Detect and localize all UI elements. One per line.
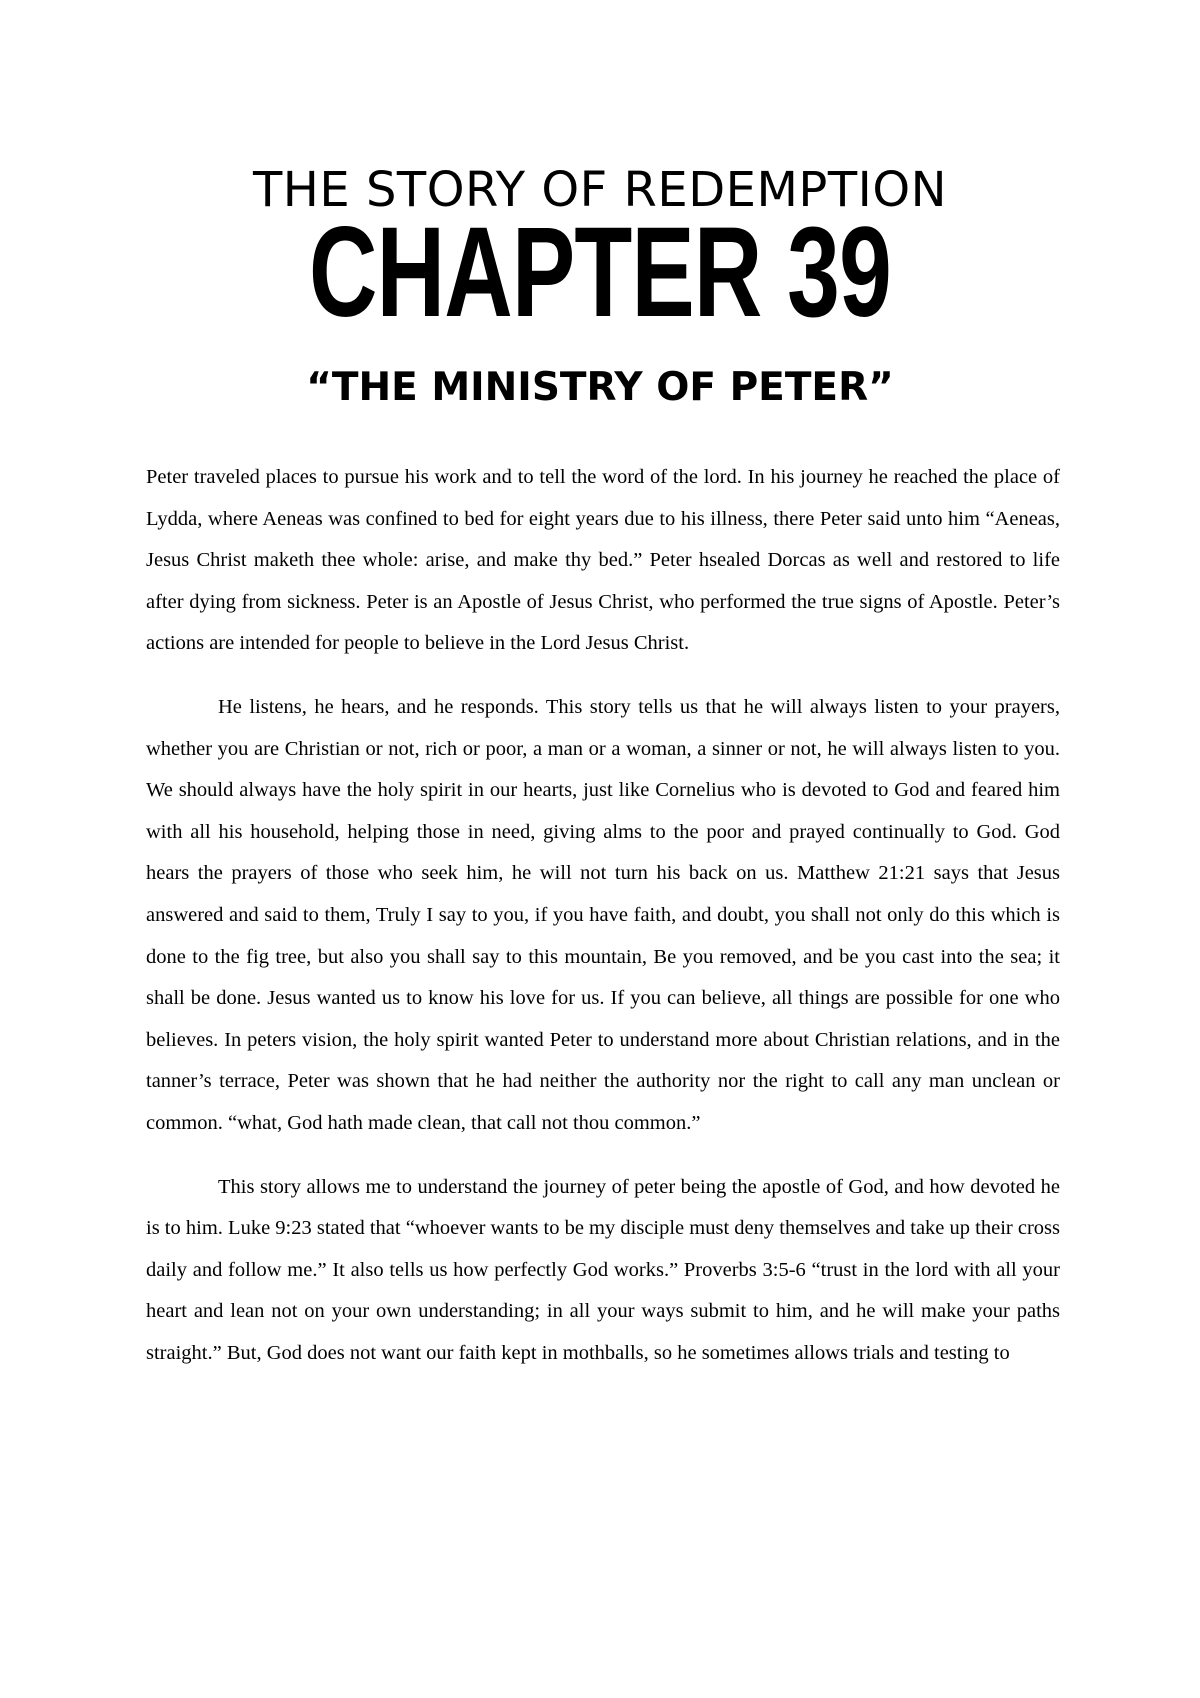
paragraph-2: He listens, he hears, and he responds. This story tells us that he will always listen to your prayers, whether you are Christian or not, rich or poor, a man or a woman, a sinner or not, he will always listen to you. We should always have the holy spirit in our hearts, just like Cornelius who is devoted to God and feared him with all his household, helping those in need, giving alms to the poor and prayed continually to God. God hears the prayers of those who seek him, he will not turn his back on us. Matthew 21:21 says that Jesus answered and said to them, Truly I say to you, if you have faith, and doubt, you shall not only do this which is done to the fig tree, but also you shall say to this mountain, Be you removed, and be you cast into the sea; it shall be done. Jesus wanted us to know his love for us. If you can believe, all things are possible for one who believes. In peters vision, the holy spirit wanted Peter to understand more about Christian relations, and in the tanner’s terrace, Peter was shown that he had neither the authority nor the right to call any man unclean or common. “what, God hath made clean, that call not thou common.” <box>146 695 1060 1134</box>
chapter-body <box>146 457 1060 1396</box>
paragraph-1: Peter traveled places to pursue his work and to tell the word of the lord. In his journey he reached the place of Lydda, where Aeneas was confined to bed for eight years due to his illness, there Peter said unto him “Aeneas, Jesus Christ maketh thee whole: arise, and make thy bed.” Peter hsealed Dorcas as well and restored to life after dying from sickness. Peter is an Apostle of Jesus Christ, who performed the true signs of Apostle. Peter’s actions are intended for people to believe in the Lord Jesus Christ. <box>146 466 1060 655</box>
chapter-heading: CHAPTER 39 <box>308 201 892 344</box>
paragraph-3: This story allows me to understand the journey of peter being the apostle of God, and how devoted he is to him. Luke 9:23 stated that “whoever wants to be my disciple must deny themselves and take up their cross daily and follow me.” It also tells us how perfectly God works.” Proverbs 3:5-6 “trust in the lord with all your heart and lean not on your own understanding; in all your ways submit to him, and he will make your paths straight.” But, God does not want our faith kept in mothballs, so he sometimes allows trials and testing to <box>146 1175 1060 1364</box>
book-title: THE STORY OF REDEMPTION <box>252 162 948 218</box>
chapter-subtitle: “THE MINISTRY OF PETER” <box>306 365 894 410</box>
